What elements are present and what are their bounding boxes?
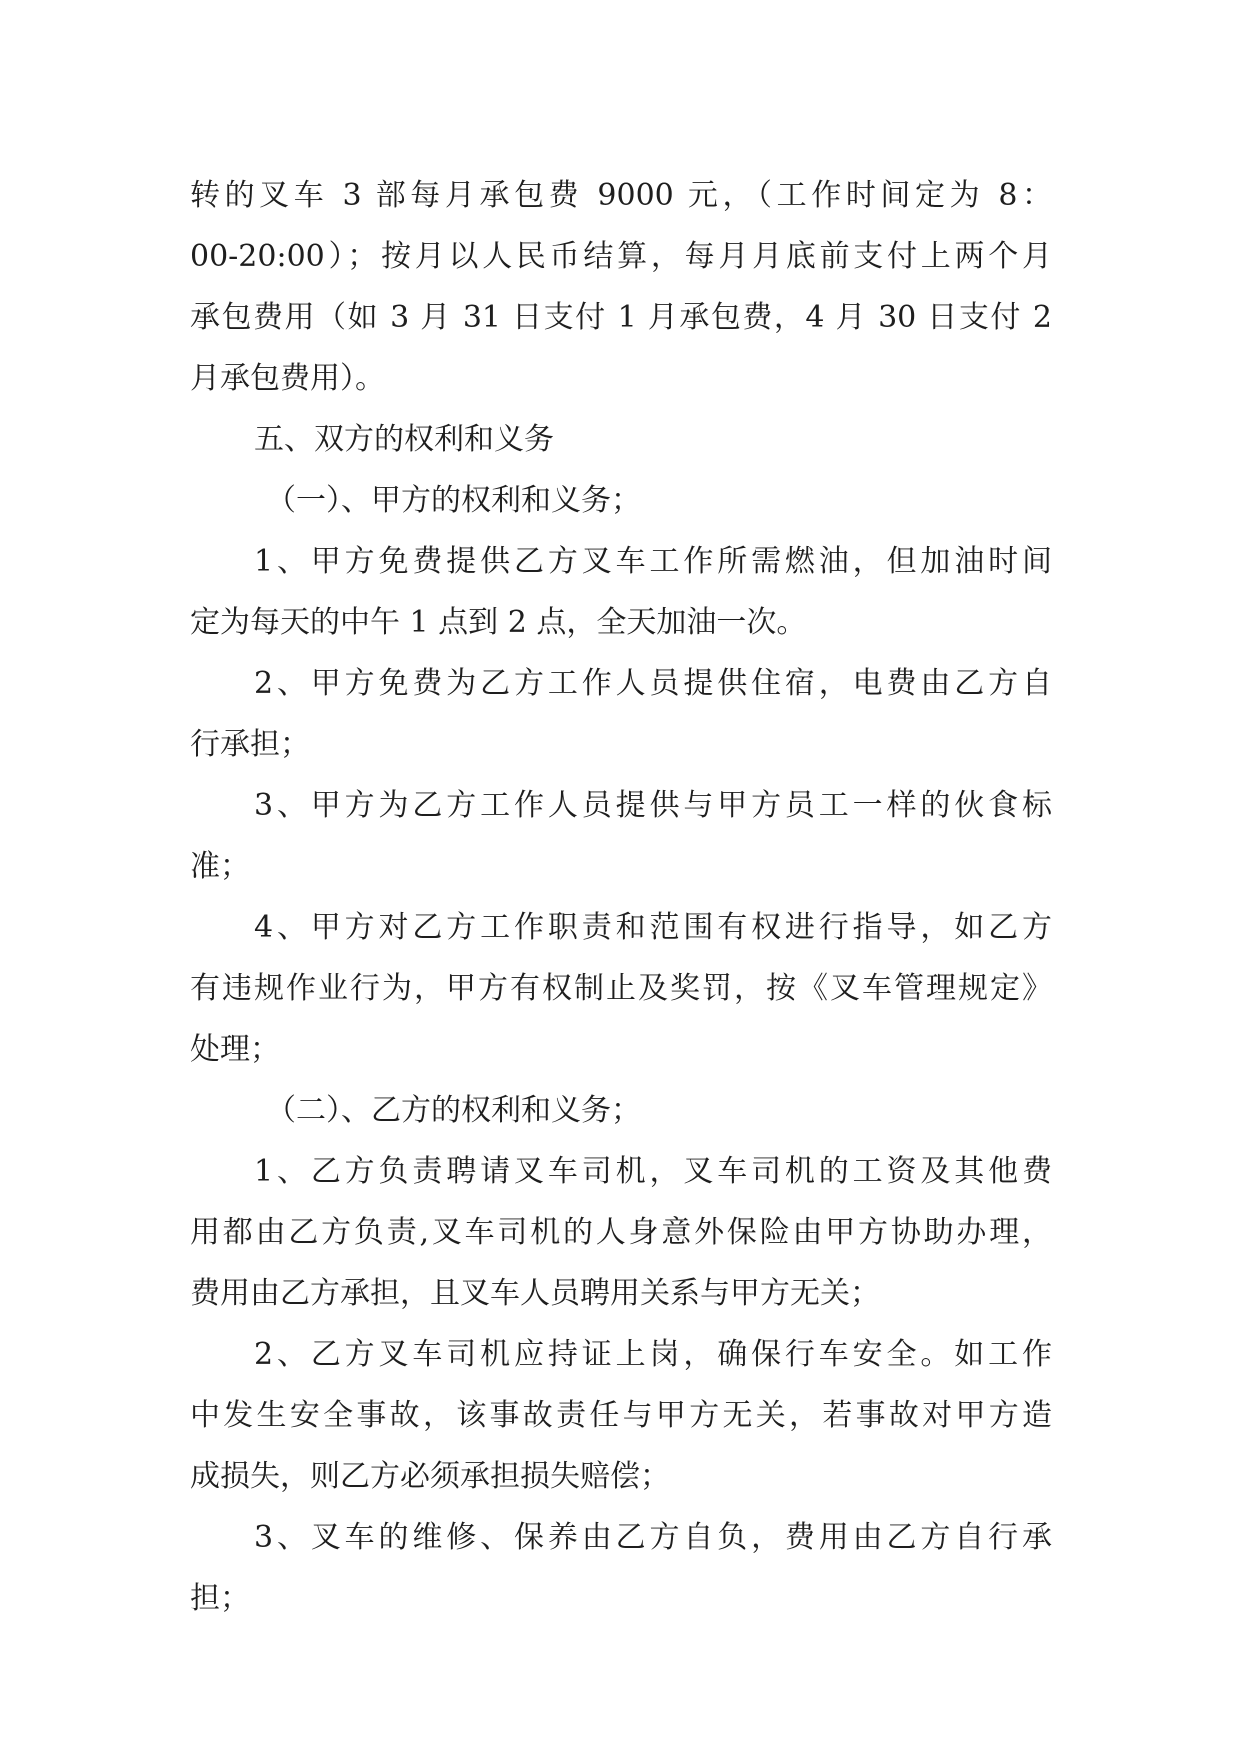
text-line: 4、甲方对乙方工作职责和范围有权进行指导，如乙方 bbox=[254, 910, 1052, 945]
paragraph-fee-terms bbox=[190, 165, 1052, 409]
text-line: 定为每天的中午 1 点到 2 点，全天加油一次。 bbox=[190, 605, 807, 640]
document-body bbox=[190, 165, 1052, 1629]
text-line: 1、甲方免费提供乙方叉车工作所需燃油，但加油时间 bbox=[254, 544, 1052, 579]
text-line: 成损失，则乙方必须承担损失赔偿； bbox=[190, 1459, 670, 1494]
clause-b3 bbox=[190, 1507, 1052, 1629]
heading-line: （二）、乙方的权利和义务； bbox=[266, 1093, 641, 1128]
text-line: 有违规作业行为，甲方有权制止及奖罚，按《叉车管理规定》 bbox=[190, 971, 1052, 1006]
clause-a4 bbox=[190, 897, 1052, 1080]
clause-b1 bbox=[190, 1141, 1052, 1324]
text-line: 2、甲方免费为乙方工作人员提供住宿，电费由乙方自 bbox=[254, 666, 1052, 701]
text-line: 担； bbox=[190, 1581, 250, 1616]
text-line: 行承担； bbox=[190, 727, 310, 762]
section-heading-rights-obligations bbox=[190, 409, 1052, 470]
text-line: 准； bbox=[190, 849, 250, 884]
text-line: 用都由乙方负责,叉车司机的人身意外保险由甲方协助办理， bbox=[190, 1215, 1052, 1250]
text-line: 中发生安全事故，该事故责任与甲方无关，若事故对甲方造 bbox=[190, 1398, 1052, 1433]
text-line: 00-20:00）；按月以人民币结算，每月月底前支付上两个月 bbox=[190, 239, 1052, 274]
subsection-heading-party-a bbox=[190, 470, 1052, 531]
clause-a1 bbox=[190, 531, 1052, 653]
text-line: 2、乙方叉车司机应持证上岗，确保行车安全。如工作 bbox=[254, 1337, 1052, 1372]
text-line: 费用由乙方承担，且叉车人员聘用关系与甲方无关； bbox=[190, 1276, 880, 1311]
text-line: 月承包费用）。 bbox=[190, 361, 385, 396]
heading-line: 五、双方的权利和义务 bbox=[254, 422, 554, 457]
text-line: 处理； bbox=[190, 1032, 280, 1067]
clause-a2 bbox=[190, 653, 1052, 775]
text-line: 转的叉车 3 部每月承包费 9000 元，（工作时间定为 8： bbox=[190, 178, 1052, 213]
text-line: 3、叉车的维修、保养由乙方自负，费用由乙方自行承 bbox=[254, 1520, 1052, 1555]
text-line: 承包费用（如 3 月 31 日支付 1 月承包费，4 月 30 日支付 2 bbox=[190, 300, 1052, 335]
text-line: 1、乙方负责聘请叉车司机，叉车司机的工资及其他费 bbox=[254, 1154, 1052, 1189]
subsection-heading-party-b bbox=[190, 1080, 1052, 1141]
heading-line: （一）、甲方的权利和义务； bbox=[266, 483, 641, 518]
text-line: 3、甲方为乙方工作人员提供与甲方员工一样的伙食标 bbox=[254, 788, 1052, 823]
clause-b2 bbox=[190, 1324, 1052, 1507]
clause-a3 bbox=[190, 775, 1052, 897]
